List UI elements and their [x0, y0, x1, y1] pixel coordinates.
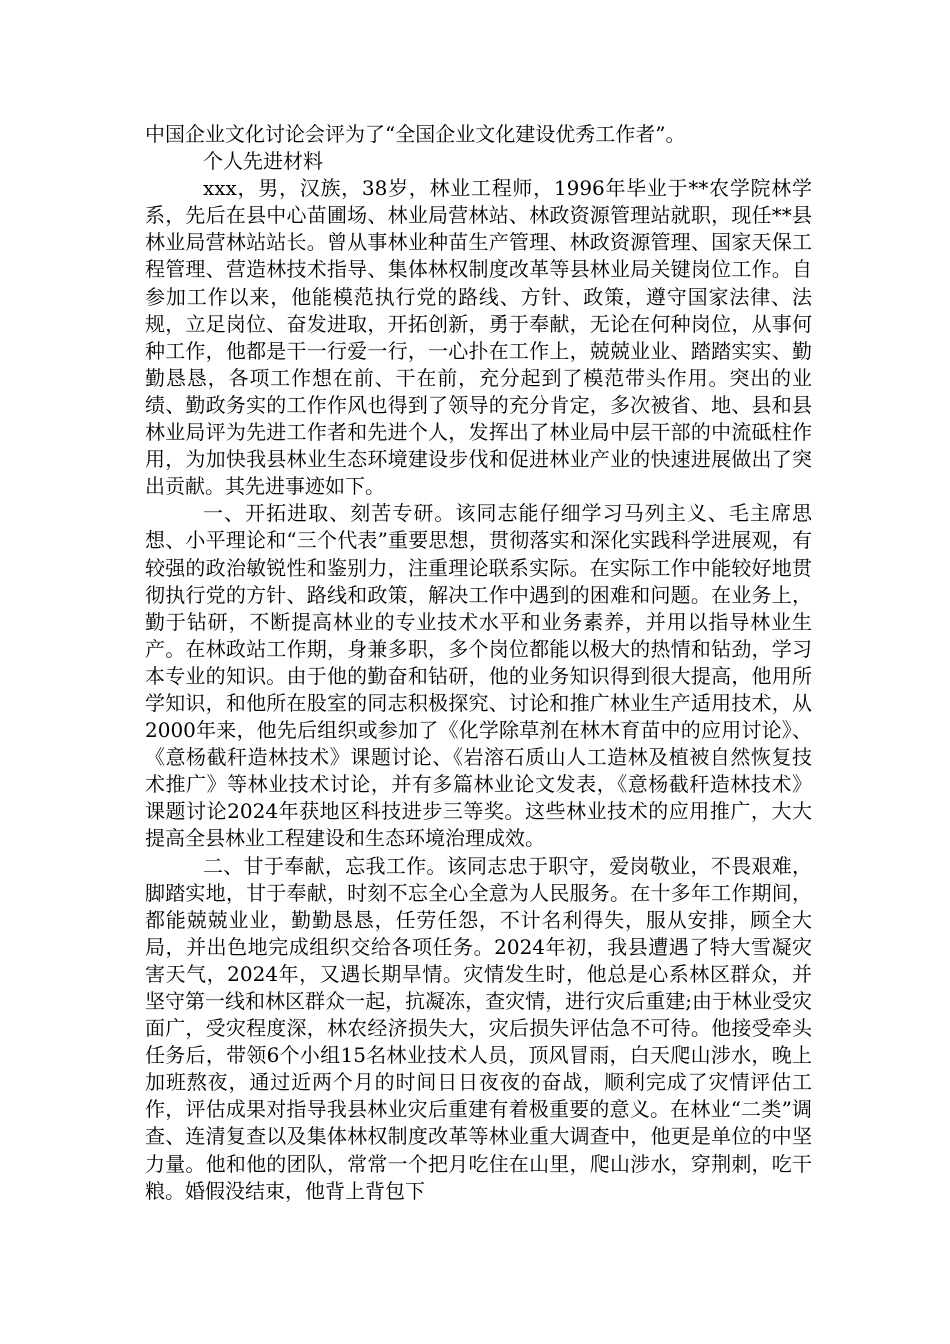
paragraph-section-one: 一、开拓进取、刻苦专研。该同志能仔细学习马列主义、毛主席思想、小平理论和“三个代表”重要思想，贯彻落实和深化实践科学进展观，有较强的政治敏锐性和鉴别力，注重理论联系实际。在实际工作中能较好地贯彻执行党的方针、路线和政策，解决工作中遇到的困难和问题。在业务上，勤于钻研，不断提高林业的专业技术水平和业务素养，并用以指导林业生产。在林政站工作期，身兼多职，多个岗位都能以极大的热情和钻劲，学习本专业的知识。由于他的勤奋和钻研，他的业务知识得到很大提高，他用所学知识，和他所在股室的同志积极探究、讨论和推广林业生产适用技术，从2000年来，他先后组织或参加了《化学除草剂在林木育苗中的应用讨论》、《意杨截秆造林技术》课题讨论、《岩溶石质山人工造林及植被自然恢复技术推广》等林业技术讨论，并有多篇林业论文发表，《意杨截秆造林技术》课题讨论2024年获地区科技进步三等奖。这些林业技术的应用推广，大大提高全县林业工程建设和生态环境治理成效。 [145, 501, 812, 851]
paragraph-award-line: 中国企业文化讨论会评为了“全国企业文化建设优秀工作者”。 [145, 122, 686, 146]
section-heading: 个人先进材料 [203, 149, 323, 174]
paragraph-section-two: 二、甘于奉献，忘我工作。该同志忠于职守，爱岗敬业，不畏艰难，脚踏实地，甘于奉献，时刻不忘全心全意为人民服务。在十多年工作期间，都能兢兢业业，勤勤恳恳，任劳任怨，不计名利得失，服从安排，顾全大局，并出色地完成组织交给各项任务。2024年初，我县遭遇了特大雪凝灾害天气，2024年，又遇长期旱情。灾情发生时，他总是心系林区群众，并坚守第一线和林区群众一起，抗凝冻，查灾情，进行灾后重建;由于林业受灾面广，受灾程度深，林农经济损失大，灾后损失评估急不可待。他接受牵头任务后，带领6个小组15名林业技术人员，顶风冒雨，白天爬山涉水，晚上加班熬夜，通过近两个月的时间日日夜夜的奋战，顺利完成了灾情评估工作，评估成果对指导我县林业灾后重建有着极重要的意义。在林业“二类”调查、连清复查以及集体林权制度改革等林业重大调查中，他更是单位的中坚力量。他和他的团队，常常一个把月吃住在山里，爬山涉水，穿荆刺，吃干粮。婚假没结束，他背上背包下 [145, 853, 812, 1203]
paragraph-profile: xxx，男，汉族，38岁，林业工程师，1996年毕业于**农学院林学系，先后在县中心苗圃场、林业局营林站、林政资源管理站就职，现任**县林业局营林站站长。曾从事林业种苗生产管理、林政资源管理、国家天保工程管理、营造林技术指导、集体林权制度改革等县林业局关键岗位工作。自参加工作以来，他能模范执行党的路线、方针、政策，遵守国家法律、法规，立足岗位、奋发进取，开拓创新，勇于奉献，无论在何种岗位，从事何种工作，他都是干一行爱一行，一心扑在工作上，兢兢业业、踏踏实实、勤勤恳恳，各项工作想在前、干在前，充分起到了模范带头作用。突出的业绩、勤政务实的工作作风也得到了领导的充分肯定，多次被省、地、县和县林业局评为先进工作者和先进个人，发挥出了林业局中层干部的中流砥柱作用，为加快我县林业生态环境建设步伐和促进林业产业的快速进展做出了突出贡献。其先进事迹如下。 [145, 176, 812, 499]
document-body [145, 121, 812, 1205]
